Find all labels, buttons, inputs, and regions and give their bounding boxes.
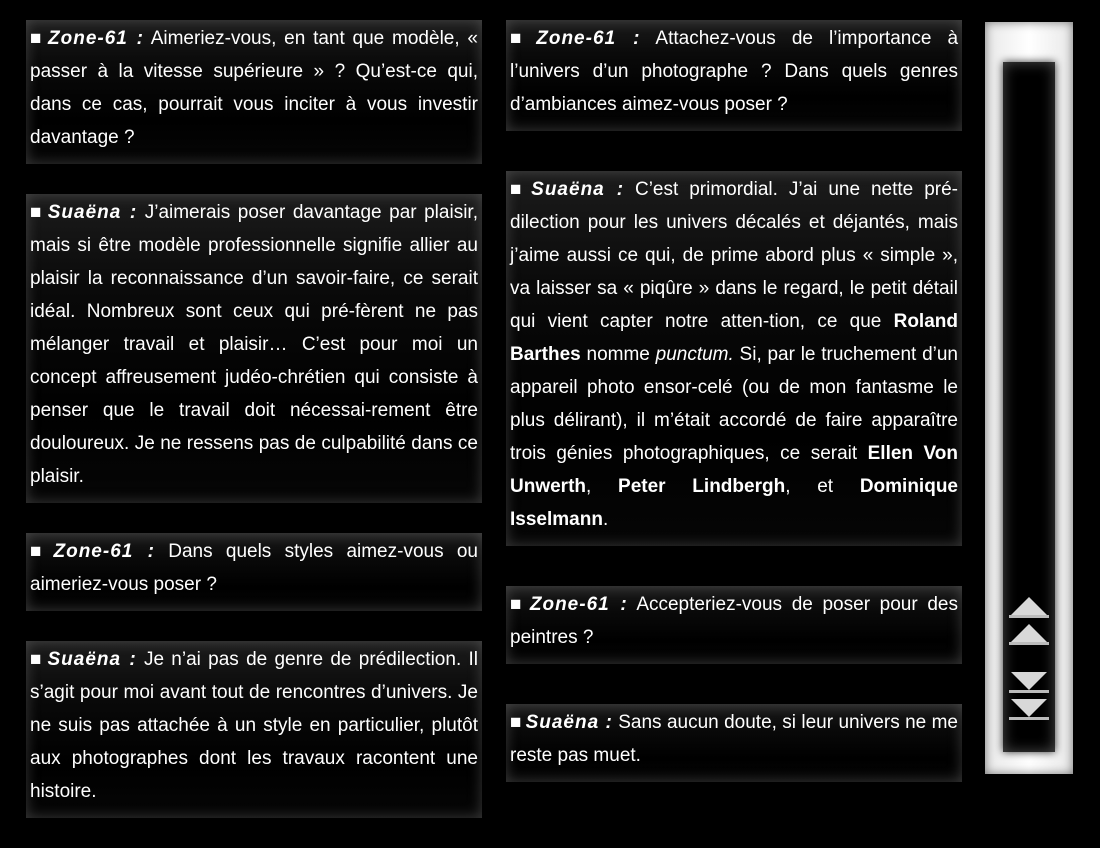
scroll-down-button[interactable]: [1011, 670, 1047, 694]
question-text: [510, 588, 958, 654]
bullet-icon: ■: [30, 202, 44, 223]
arrow-down-icon: [1011, 699, 1047, 717]
question-text: [510, 22, 958, 121]
answer-body: Je n’ai pas de genre de prédilection. Il s’agit pour moi avant tout de rencontres d’univers. Je ne suis pas attachée à un style en particulier, plutôt aux photographes dont les travaux racontent une histoire.: [30, 649, 478, 802]
arrow-bar: [1009, 717, 1049, 720]
question-body: Dans quels styles aimez-vous ou aimeriez-vous poser ?: [30, 541, 479, 595]
right-column: [506, 20, 962, 812]
question-block: [506, 586, 962, 664]
italic-term: punctum.: [655, 344, 734, 365]
answer-body: Sans aucun doute, si leur univers ne me reste pas muet.: [510, 712, 958, 766]
speaker-label: Suaëna :: [531, 179, 625, 200]
scroll-down-fast-button[interactable]: [1011, 697, 1047, 721]
speaker-label: Suaëna :: [525, 712, 613, 733]
answer-body: J’aimerais poser davantage par plaisir, mais si être modèle professionnelle signifie allier au plaisir la reconnaissance d’un savoir-faire, ce serait idéal. Nombreux sont ceux qui pré-fèrent ne pas mélanger travail et plaisir… C’est pour moi un concept affreusement judéo-chrétien qui consiste à penser que le travail doit nécessai-rement être douloureux. Je ne ressens pas de culpabilité dans ce plaisir.: [30, 202, 478, 487]
bullet-icon: ■: [510, 179, 528, 200]
speaker-label: Suaëna :: [47, 202, 138, 223]
arrow-up-icon: [1011, 624, 1047, 642]
question-block: [26, 20, 482, 164]
arrow-bar: [1009, 642, 1049, 645]
answer-text: [30, 196, 478, 493]
scrollbar-track[interactable]: [1003, 62, 1055, 752]
arrow-down-icon: [1011, 672, 1047, 690]
scrollbar[interactable]: [985, 22, 1073, 774]
answer-text: [510, 706, 958, 772]
question-body: Attachez-vous de l’importance à l’univers d’un photographe ? Dans quels genres d’ambiances aimez-vous poser ?: [510, 28, 959, 115]
question-body: Aimeriez-vous, en tant que modèle, « passer à la vitesse supérieure » ? Qu’est-ce qui, dans ce cas, pourrait vous inciter à vous investir davantage ?: [30, 28, 478, 148]
bullet-icon: ■: [30, 649, 44, 670]
speaker-label: Zone-61 :: [536, 28, 641, 49]
answer-body-part: C’est primordial. J’ai une nette pré-dilection pour les univers décalés et déjantés, mais j’aime aussi ce qui, de prime abord plus « simple », va laisser sa « piqûre » dans le regard, le petit détail qui vient capter notre atten-tion, ce que: [510, 179, 958, 332]
photographer-name: Dominique Isselmann: [510, 476, 958, 530]
answer-text: [510, 173, 958, 536]
speaker-label: Zone-61 :: [529, 594, 628, 615]
answer-body-part: ,: [586, 476, 619, 497]
arrow-up-icon: [1011, 597, 1047, 615]
answer-text: [30, 643, 478, 808]
answer-block: [26, 641, 482, 818]
question-text: [30, 22, 478, 154]
answer-block: [506, 171, 962, 546]
question-text: [30, 535, 478, 601]
speaker-label: Zone-61 :: [48, 28, 144, 49]
photographer-name: Ellen Von Unwerth: [510, 443, 958, 497]
speaker-label: Suaëna :: [47, 649, 137, 670]
left-column: [26, 20, 482, 848]
arrow-bar: [1009, 690, 1049, 693]
answer-block: [26, 194, 482, 503]
photographer-name: Peter Lindbergh: [618, 476, 786, 497]
question-body: Accepteriez-vous de poser pour des peintres ?: [510, 594, 958, 648]
bullet-icon: ■: [30, 541, 50, 562]
scroll-up-button[interactable]: [1011, 622, 1047, 646]
scroll-up-fast-button[interactable]: [1011, 595, 1047, 619]
answer-body-part: nomme: [580, 344, 656, 365]
answer-body-part: Si, par le truchement d’un appareil photo ensor-celé (ou de mon fantasme le plus délirant), il m’était accordé de faire apparaître trois génies photographiques, ce serait: [510, 344, 958, 464]
question-block: [506, 20, 962, 131]
arrow-bar: [1009, 615, 1049, 618]
speaker-label: Zone-61 :: [53, 541, 155, 562]
bullet-icon: ■: [510, 28, 533, 49]
photographer-name: Roland Barthes: [510, 311, 958, 365]
answer-block: [506, 704, 962, 782]
bullet-icon: ■: [510, 712, 522, 733]
bullet-icon: ■: [30, 28, 44, 49]
answer-body-part: , et: [785, 476, 860, 497]
bullet-icon: ■: [510, 594, 526, 615]
answer-body-part: .: [602, 509, 609, 530]
question-block: [26, 533, 482, 611]
